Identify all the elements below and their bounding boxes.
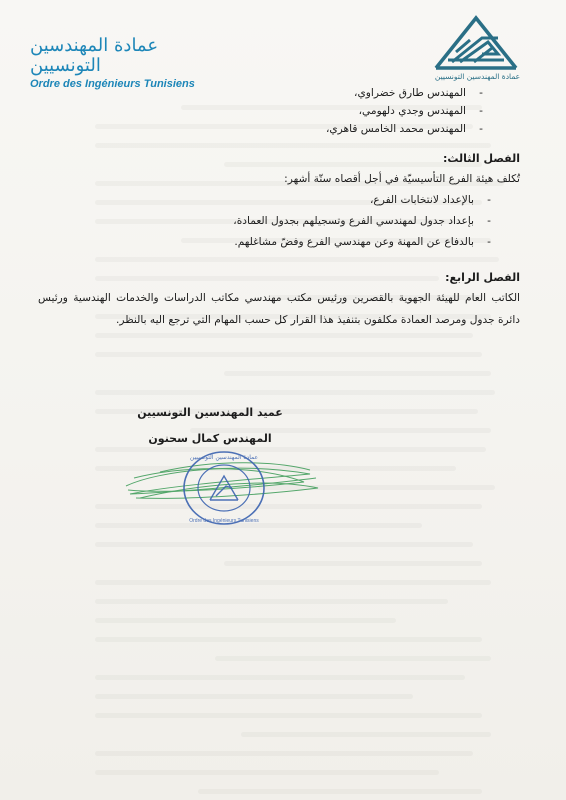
member-name: المهندس طارق خضراوي،	[354, 87, 466, 99]
list-item: - بالإعداد لانتخابات الفرع،	[369, 194, 491, 206]
chapter3-intro: تُكلف هيئة الفرع التأسيسيّة في أجل أقصاه ستّة أشهر:	[284, 173, 520, 185]
list-item: - المهندس محمد الخامس قاهري،	[325, 123, 483, 135]
triangle-emblem-icon	[430, 12, 522, 72]
members-list	[38, 84, 520, 138]
task-text: بإعداد جدول لمهندسي الفرع وتسجيلهم بجدول العمادة،	[233, 215, 474, 227]
task-text: بالإعداد لانتخابات الفرع،	[369, 194, 474, 206]
svg-text:عمادة المهندسين التونسيين: عمادة المهندسين التونسيين	[189, 454, 259, 461]
task-text: بالدفاع عن المهنة وعن مهندسي الفرع وفضّ مشاغلهم.	[234, 236, 474, 248]
list-item: - بإعداد جدول لمهندسي الفرع وتسجيلهم بجدول العمادة،	[233, 215, 491, 227]
list-item: - المهندس وجدي دلهومي،	[358, 105, 483, 117]
signatory-title: عميد المهندسين التونسيين	[137, 406, 283, 419]
ordre-logo-emblem	[430, 12, 522, 84]
list-item: - المهندس طارق خضراوي،	[354, 87, 483, 99]
signature-block	[110, 400, 310, 452]
member-name: المهندس وجدي دلهومي،	[358, 105, 466, 117]
list-item: - بالدفاع عن المهنة وعن مهندسي الفرع وفضّ مشاغلهم.	[234, 236, 491, 248]
chapter3-title: الفصل الثالث:	[443, 152, 520, 165]
ordre-logo-wordmark	[30, 36, 210, 90]
document-body	[38, 84, 520, 331]
official-stamp	[120, 448, 320, 528]
signatory-name: المهندس كمال سحنون	[148, 432, 272, 445]
logo-left-french-text: Ordre des Ingénieurs Tunisiens	[30, 78, 195, 90]
svg-text:Ordre des Ingénieurs Tunisiens: Ordre des Ingénieurs Tunisiens	[189, 518, 259, 524]
chapter4-title: الفصل الرابع:	[445, 271, 520, 284]
logo-right-arabic-text: عمادة المهندسين التونسيين	[434, 72, 521, 81]
member-name: المهندس محمد الخامس قاهري،	[325, 123, 466, 135]
tasks-list	[38, 190, 520, 253]
logo-left-arabic-text: عمادة المهندسين التونسيين	[30, 35, 159, 76]
chapter4-text: الكاتب العام للهيئة الجهوية بالقصرين ورئيس مكتب مهندسي مكاتب الدراسات والخدمات الهندسية ورئيس دائرة جدول ومرصد العمادة مكلفون بتنفيذ هذا القرار كل حسب المهام التي ترجع اليه بالنظر.	[38, 292, 520, 326]
